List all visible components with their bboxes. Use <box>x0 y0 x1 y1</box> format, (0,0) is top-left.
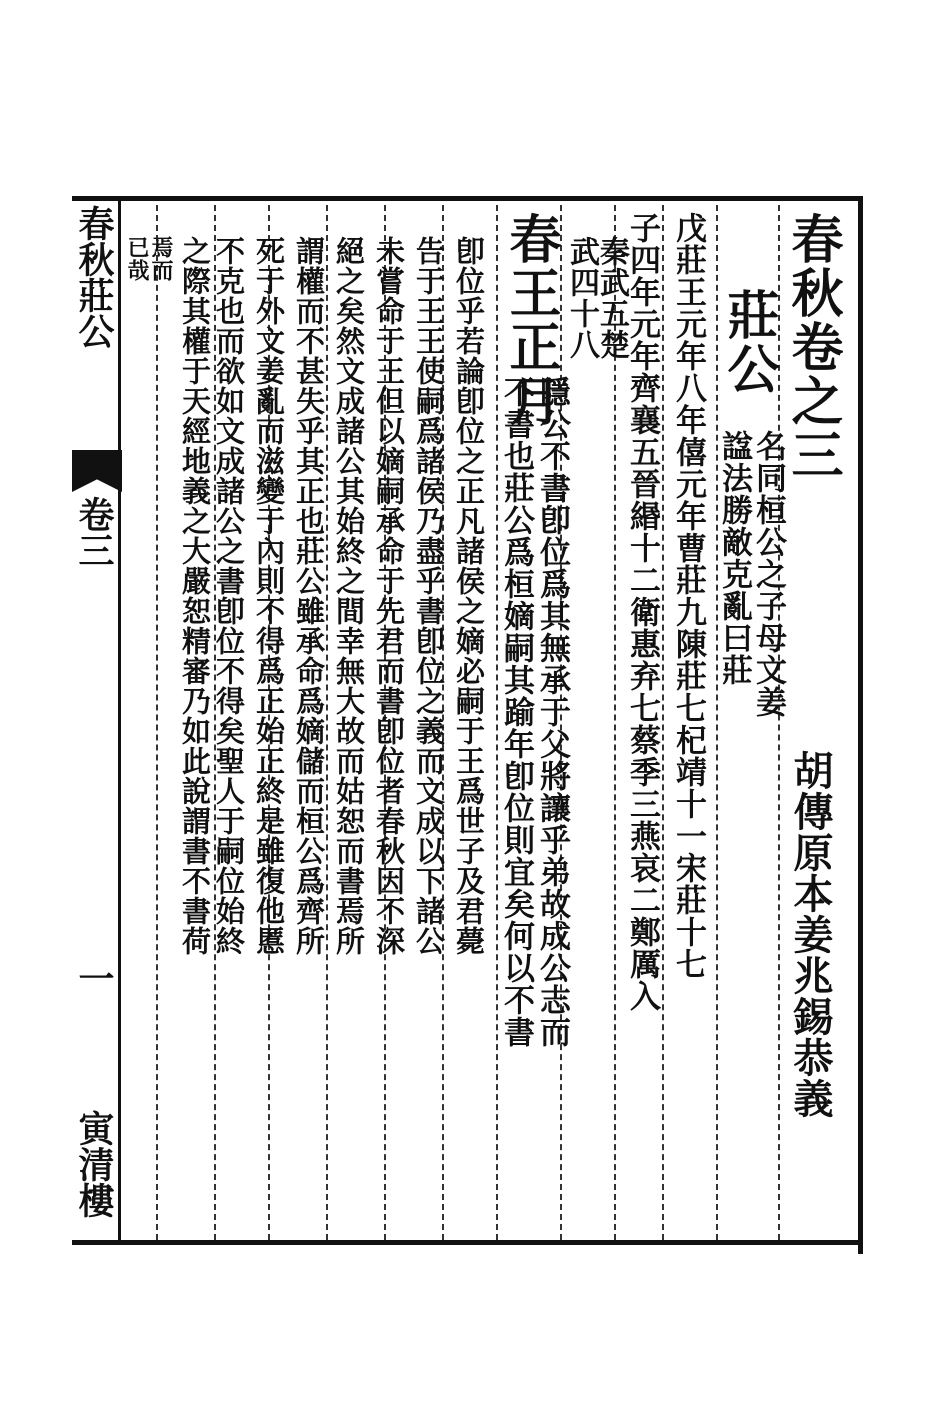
margin-title: 春秋莊公 <box>73 205 115 349</box>
chronology-line: 戊莊王元年八年僖元年曹莊九陳莊七杞靖十一宋莊十七 <box>670 212 706 980</box>
frame-top-rule <box>72 196 862 201</box>
chronology-line: 秦武五楚 <box>594 236 629 360</box>
commentary-line: 之際其權于天經地義之大嚴恕精審乃如此說謂書不書荷 <box>178 236 212 956</box>
reign-note: 諡法勝敵克亂曰莊 <box>716 430 752 686</box>
author-credit: 胡傳原本姜兆錫恭義 <box>787 750 834 1119</box>
frame-right-rule <box>858 196 863 1254</box>
commentary-line: 不克也而欲如文成諸公之書卽位不得矣聖人于嗣位始終 <box>212 236 246 956</box>
reign-heading: 莊公 <box>718 288 779 396</box>
commentary-line: 不書也莊公爲桓嫡嗣其踰年卽位則宜矣何以不書 <box>498 376 534 1048</box>
commentary-line: 告于王王使嗣爲諸侯乃盡乎書卽位之義而文成以下諸公 <box>412 236 446 956</box>
frame-bottom-rule <box>72 1240 862 1245</box>
commentary-line: 謂權而不甚失乎其正也莊公雖承命爲嫡儲而桓公爲齊所 <box>292 236 326 956</box>
commentary-line: 絕之矣然文成諸公其始終之間幸無大故而姑恕而書焉所 <box>332 236 366 956</box>
commentary-line: 卽位乎若論卽位之正凡諸侯之嫡必嗣于王爲世子及君薨 <box>452 236 486 956</box>
margin-page-number: 一 <box>73 960 115 996</box>
chronology-line: 武四十八 <box>564 236 599 360</box>
fish-tail-mark-icon <box>72 450 122 492</box>
commentary-line: 隱公不書卽位爲其無承于父將讓乎弟故成公志而 <box>534 376 570 1048</box>
reign-note: 名同桓公之子母文姜 <box>750 430 786 718</box>
commentary-line: 死于外文姜亂而滋變于內則不得爲正始正終是雖復他慝 <box>252 236 286 956</box>
column-divider <box>662 205 664 1240</box>
margin-column-rule <box>118 196 121 1245</box>
column-divider <box>326 205 328 1240</box>
commentary-line: 已哉 <box>124 236 150 282</box>
chronology-line: 子四年元年齊襄五晉緡十二衛惠弃七蔡季三燕哀二鄭厲入 <box>624 212 660 1012</box>
column-divider <box>156 205 158 1240</box>
commentary-line: 未嘗命于王但以嫡嗣承命于先君而書卽位者春秋因不深 <box>372 236 406 956</box>
entry-heading: 春王正月 <box>500 212 561 428</box>
commentary-line: 焉而 <box>148 236 174 282</box>
margin-volume: 卷三 <box>73 496 115 568</box>
book-title: 春秋卷之三 <box>782 212 843 482</box>
margin-publisher: 寅清樓 <box>73 1110 115 1218</box>
column-divider <box>614 205 616 1240</box>
